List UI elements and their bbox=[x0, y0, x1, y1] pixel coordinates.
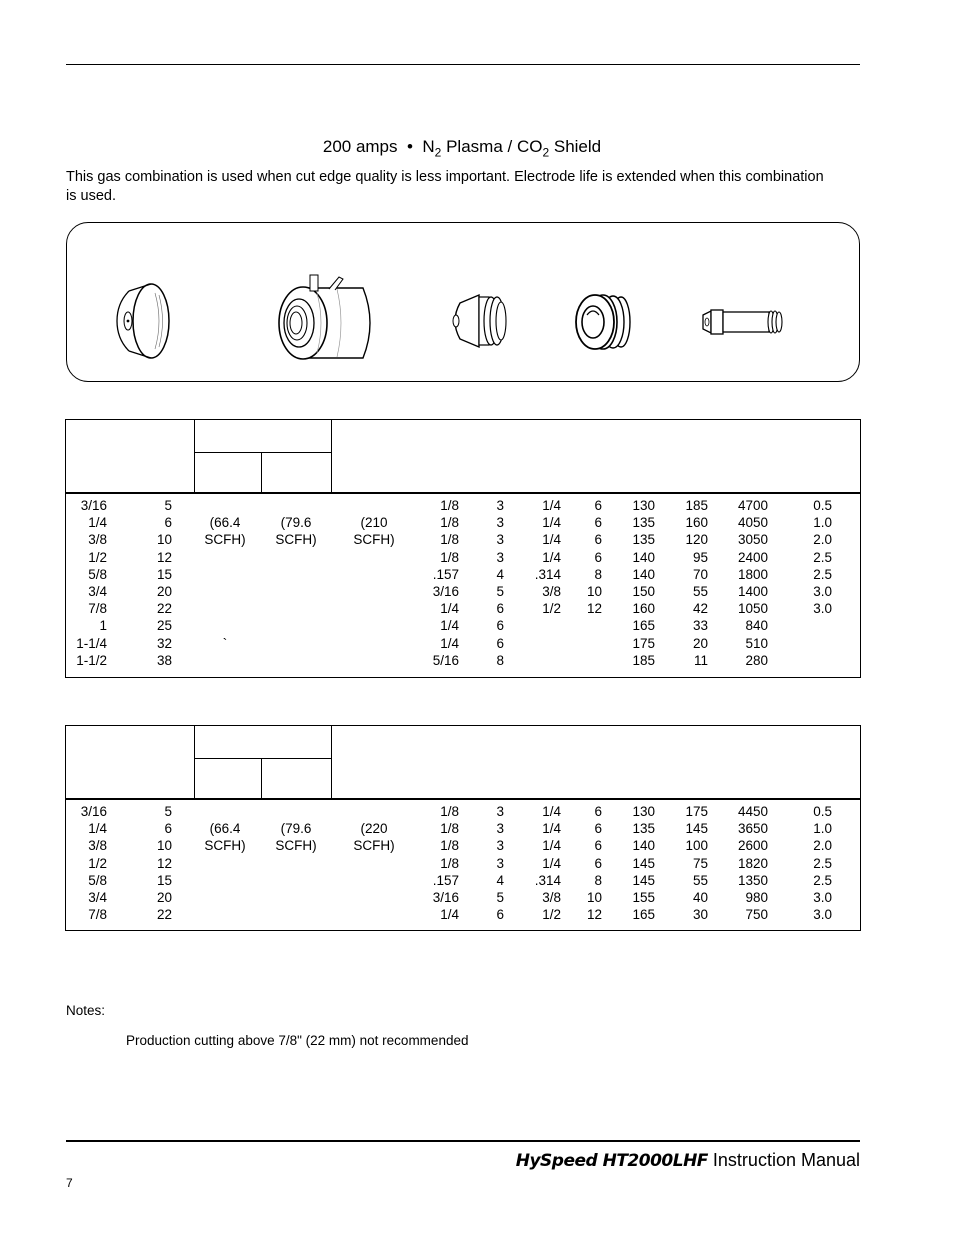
table1-cell: 11 bbox=[693, 652, 708, 668]
table2-cell: 3 bbox=[496, 804, 504, 819]
table2-cell: 40 bbox=[692, 890, 708, 905]
table2-cell: 6 bbox=[496, 907, 504, 923]
table1-cell: (66.4 bbox=[209, 515, 241, 531]
table1-cell: 1/2 bbox=[88, 549, 107, 565]
table1-cell: 38 bbox=[156, 652, 172, 668]
table1-cell: 130 bbox=[632, 498, 655, 513]
table1-cell: 3/8 bbox=[542, 584, 561, 599]
table1-cell: 7/8 bbox=[88, 601, 107, 617]
cut-chart-table-1 bbox=[65, 419, 861, 678]
table1-cell: 12 bbox=[586, 601, 602, 617]
table2-cell: 3650 bbox=[737, 821, 768, 837]
table1-cell: 1/8 bbox=[440, 515, 459, 531]
table1-cell: ` bbox=[222, 635, 228, 651]
table2-cell: .157 bbox=[432, 872, 459, 888]
table1-cell: 55 bbox=[692, 584, 708, 599]
table2-cell: 3/8 bbox=[542, 890, 561, 905]
table2-cell: SCFH) bbox=[204, 838, 246, 854]
table1-cell: 1/8 bbox=[440, 532, 459, 548]
table2-cell: 1/8 bbox=[440, 838, 459, 854]
table1-cell: (79.6 bbox=[280, 515, 312, 531]
table1-cell: SCFH) bbox=[275, 532, 317, 548]
table2-cell: 10 bbox=[586, 890, 602, 905]
table1-cell: 1/4 bbox=[542, 515, 561, 531]
table1-cell: 1/8 bbox=[440, 549, 459, 565]
table2-cell: 3.0 bbox=[813, 907, 832, 923]
product-name: HySpeed HT2000LHF bbox=[515, 1151, 708, 1171]
footer-title: HySpeed HT2000LHF Instruction Manual bbox=[515, 1150, 860, 1171]
table2-cell: 5 bbox=[496, 890, 504, 905]
table1-cell: 33 bbox=[692, 618, 708, 634]
table2-cell: 8 bbox=[594, 872, 602, 888]
table2-cell: 75 bbox=[692, 855, 708, 871]
table1-cell: 6 bbox=[496, 601, 504, 617]
table1-cell: 1800 bbox=[737, 566, 768, 582]
table1-cell: 6 bbox=[594, 549, 602, 565]
table2-cell: 1/2 bbox=[542, 907, 561, 923]
table1-cell: 175 bbox=[632, 635, 655, 651]
page-number: 7 bbox=[66, 1176, 73, 1190]
table1-cell: (210 bbox=[360, 515, 388, 531]
table1-cell: 3 bbox=[496, 498, 504, 513]
table2-cell: 1820 bbox=[737, 855, 768, 871]
table2-cell: 12 bbox=[586, 907, 602, 923]
table1-cell: .314 bbox=[534, 566, 561, 582]
table1-cell: 2.5 bbox=[813, 566, 832, 582]
electrode-icon bbox=[703, 310, 782, 334]
table1-cell: 160 bbox=[632, 601, 655, 617]
table1-cell: 3 bbox=[496, 549, 504, 565]
swirl-ring-icon bbox=[576, 295, 630, 349]
table1-cell: 135 bbox=[632, 532, 655, 548]
intro-paragraph: This gas combination is used when cut edge quality is less important. Electrode life is extended when this combination is used. bbox=[66, 169, 824, 204]
table1-cell: 1-1/4 bbox=[76, 635, 107, 651]
table2-cell: 1/8 bbox=[440, 821, 459, 837]
table1-cell: 32 bbox=[156, 635, 172, 651]
table1-cell: 160 bbox=[685, 515, 708, 531]
table1-cell: 1/4 bbox=[440, 635, 459, 651]
table1-cell: 10 bbox=[156, 532, 172, 548]
table1-cell: 6 bbox=[594, 515, 602, 531]
table1-cell: 6 bbox=[496, 618, 504, 634]
table1-cell: 5 bbox=[496, 584, 504, 599]
table1-cell: 3/4 bbox=[88, 584, 107, 599]
table1-cell: 185 bbox=[632, 652, 655, 668]
top-rule bbox=[66, 64, 860, 65]
table1-cell: 6 bbox=[594, 498, 602, 513]
table1-cell: 22 bbox=[156, 601, 172, 617]
table1-cell: 2.0 bbox=[813, 532, 832, 548]
table2-cell: 980 bbox=[745, 890, 768, 905]
table2-cell: 10 bbox=[156, 838, 172, 854]
table1-cell: 3 bbox=[496, 532, 504, 548]
table1-cell: 140 bbox=[632, 566, 655, 582]
table2-cell: 20 bbox=[156, 890, 172, 905]
table2-cell: 0.5 bbox=[813, 804, 832, 819]
table2-cell: (66.4 bbox=[209, 821, 241, 837]
table2-cell: 1/4 bbox=[542, 838, 561, 854]
table1-cell: 1/4 bbox=[542, 498, 561, 513]
table1-cell: 95 bbox=[692, 549, 708, 565]
table1-cell: 3/16 bbox=[432, 584, 459, 599]
retaining-cap-icon bbox=[279, 275, 373, 359]
table2-cell: 1/8 bbox=[440, 855, 459, 871]
table2-cell: 165 bbox=[632, 907, 655, 923]
table1-cell: 0.5 bbox=[813, 498, 832, 513]
table1-cell: 1/4 bbox=[542, 549, 561, 565]
table1-cell: 1/4 bbox=[542, 532, 561, 548]
table1-cell: 15 bbox=[156, 566, 172, 582]
note-line: Production cutting above 7/8" (22 mm) not recommended bbox=[126, 1033, 469, 1048]
table2-cell: 3/8 bbox=[88, 838, 107, 854]
table1-cell: 1400 bbox=[737, 584, 768, 599]
table2-cell: 1/4 bbox=[542, 855, 561, 871]
table1-cell: 120 bbox=[685, 532, 708, 548]
table2-cell: 5/8 bbox=[88, 872, 107, 888]
table1-cell: 150 bbox=[632, 584, 655, 599]
table2-cell: 1/2 bbox=[88, 855, 107, 871]
table1-cell: 1/4 bbox=[88, 515, 107, 531]
table2-cell: 1.0 bbox=[813, 821, 832, 837]
table1-cell: 165 bbox=[632, 618, 655, 634]
table1-cell: SCFH) bbox=[204, 532, 246, 548]
table2-cell: 145 bbox=[632, 872, 655, 888]
table2-cell: 1/4 bbox=[542, 821, 561, 837]
table1-cell: 1 bbox=[99, 618, 107, 634]
table2-cell: 135 bbox=[632, 821, 655, 837]
table2-cell: 750 bbox=[745, 907, 768, 923]
table1-cell: 140 bbox=[632, 549, 655, 565]
table2-cell: 3/4 bbox=[88, 890, 107, 905]
table2-cell: 3/16 bbox=[432, 890, 459, 905]
table1-cell: 1/2 bbox=[542, 601, 561, 617]
table1-cell: 6 bbox=[496, 635, 504, 651]
table2-cell: 12 bbox=[156, 855, 172, 871]
table1-cell: 4 bbox=[496, 566, 504, 582]
table2-cell: 6 bbox=[594, 804, 602, 819]
table2-cell: 3.0 bbox=[813, 890, 832, 905]
table2-cell: 155 bbox=[632, 890, 655, 905]
page-title: 200 amps • $N_2$ Plasma / $CO_2$ Shield bbox=[322, 137, 602, 160]
table1-cell: 3 bbox=[496, 515, 504, 531]
table1-cell: 20 bbox=[156, 584, 172, 599]
table1-cell: 840 bbox=[745, 618, 768, 634]
table2-cell: 4 bbox=[496, 872, 504, 888]
table2-cell: 3 bbox=[496, 838, 504, 854]
table2-cell: 22 bbox=[156, 907, 172, 923]
table1-cell: 510 bbox=[745, 635, 768, 651]
table1-cell: 2400 bbox=[737, 549, 768, 565]
nozzle-icon bbox=[453, 295, 506, 347]
table2-cell: 4450 bbox=[737, 804, 768, 819]
table2-cell: 3/16 bbox=[80, 804, 107, 819]
table2-cell: 6 bbox=[594, 838, 602, 854]
table2-cell: 175 bbox=[685, 804, 708, 819]
table1-cell: 6 bbox=[164, 515, 172, 531]
table2-cell: 6 bbox=[164, 821, 172, 837]
table1-cell: 4700 bbox=[737, 498, 768, 513]
table1-cell: 5/8 bbox=[88, 566, 107, 582]
table1-cell: .157 bbox=[432, 566, 459, 582]
table2-cell: 1/4 bbox=[440, 907, 459, 923]
table1-cell: 185 bbox=[685, 498, 708, 513]
cut-chart-table-2 bbox=[65, 725, 861, 931]
table1-cell: 10 bbox=[586, 584, 602, 599]
table2-cell: 145 bbox=[685, 821, 708, 837]
table1-cell: 2.5 bbox=[813, 549, 832, 565]
table2-cell: 5 bbox=[164, 804, 172, 819]
table2-cell: 7/8 bbox=[88, 907, 107, 923]
table2-cell: 2.5 bbox=[813, 872, 832, 888]
table2-cell: 140 bbox=[632, 838, 655, 854]
table2-cell: 2.5 bbox=[813, 855, 832, 871]
table2-cell: 55 bbox=[692, 872, 708, 888]
table2-cell: 6 bbox=[594, 855, 602, 871]
table1-cell: 3.0 bbox=[813, 584, 832, 599]
table2-cell: 6 bbox=[594, 821, 602, 837]
table2-cell: 30 bbox=[692, 907, 708, 923]
table2-cell: 145 bbox=[632, 855, 655, 871]
table2-cell: .314 bbox=[534, 872, 561, 888]
table1-cell: 25 bbox=[156, 618, 172, 634]
table1-cell: 42 bbox=[692, 601, 708, 617]
table1-cell: 5/16 bbox=[432, 652, 459, 668]
table1-cell: 3/8 bbox=[88, 532, 107, 548]
table2-cell: 100 bbox=[685, 838, 708, 854]
table1-cell: 4050 bbox=[737, 515, 768, 531]
table1-cell: 1/4 bbox=[440, 601, 459, 617]
table2-cell: 1350 bbox=[737, 872, 768, 888]
table1-cell: 1-1/2 bbox=[76, 652, 107, 668]
table2-cell: 2600 bbox=[737, 838, 768, 854]
table1-cell: 3/16 bbox=[80, 498, 107, 513]
table2-cell: 1/8 bbox=[440, 804, 459, 819]
table2-cell: (79.6 bbox=[280, 821, 312, 837]
table1-cell: 135 bbox=[632, 515, 655, 531]
table2-cell: SCFH) bbox=[275, 838, 317, 854]
table2-cell: 130 bbox=[632, 804, 655, 819]
table1-cell: 1/8 bbox=[440, 498, 459, 513]
table2-cell: 3 bbox=[496, 855, 504, 871]
table1-cell: 6 bbox=[594, 532, 602, 548]
table1-cell: 1.0 bbox=[813, 515, 832, 531]
table1-cell: 1/4 bbox=[440, 618, 459, 634]
table1-cell: 20 bbox=[692, 635, 708, 651]
table1-cell: 3.0 bbox=[813, 601, 832, 617]
table2-cell: (220 bbox=[360, 821, 388, 837]
table1-cell: 1050 bbox=[737, 601, 768, 617]
table1-cell: 3050 bbox=[737, 532, 768, 548]
notes-label: Notes: bbox=[66, 1003, 106, 1018]
table2-cell: 1/4 bbox=[88, 821, 107, 837]
table1-cell: 70 bbox=[692, 566, 708, 582]
table2-cell: 2.0 bbox=[813, 838, 832, 854]
table2-cell: SCFH) bbox=[353, 838, 395, 854]
table1-cell: 8 bbox=[594, 566, 602, 582]
table2-cell: 1/4 bbox=[542, 804, 561, 819]
table1-cell: 5 bbox=[164, 498, 172, 513]
table2-cell: 15 bbox=[156, 872, 172, 888]
footer-rule bbox=[66, 1140, 860, 1142]
table1-cell: 12 bbox=[156, 549, 172, 565]
table1-cell: 8 bbox=[496, 652, 504, 668]
table1-cell: 280 bbox=[745, 652, 768, 668]
consumables-panel bbox=[66, 222, 860, 382]
table1-cell: SCFH) bbox=[353, 532, 395, 548]
shield-icon bbox=[117, 284, 169, 358]
table2-cell: 3 bbox=[496, 821, 504, 837]
